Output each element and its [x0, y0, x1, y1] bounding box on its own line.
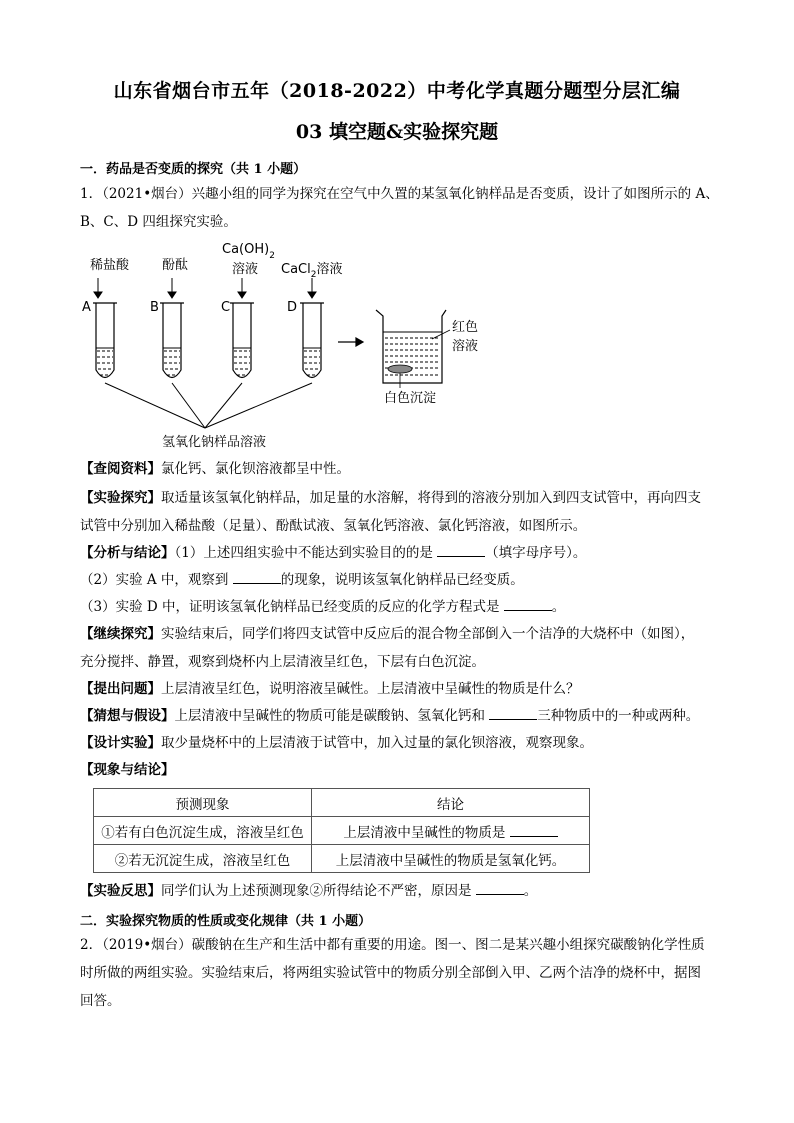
section-heading-1: 一．药品是否变质的探究（共 1 小题） [80, 162, 307, 177]
analysis-line-2: （2）实验 A 中，观察到 的现象，说明该氢氧化钠样品已经变质。 [80, 572, 524, 588]
question-line: 【提出问题】上层清液呈红色，说明溶液呈碱性。上层清液中呈碱性的物质是什么？ [80, 681, 580, 697]
table-header-cell: 预测现象 [94, 789, 312, 817]
info-line: 【查阅资料】氯化钙、氯化钡溶液都呈中性。 [80, 461, 350, 477]
table-cell: 上层清液中呈碱性的物质是 [312, 817, 590, 845]
tube-label-b: B [150, 300, 159, 315]
precipitate-label: 白色沉淀 [384, 391, 437, 406]
sample-label: 氢氧化钠样品溶液 [162, 435, 267, 450]
reagent-label-a: 稀盐酸 [90, 258, 130, 273]
answer-blank-5[interactable] [510, 824, 558, 837]
arrow-down-icons [94, 278, 316, 298]
question-1-intro [80, 180, 720, 236]
answer-blank-1[interactable] [437, 544, 485, 557]
reagent-label-b: 酚酞 [162, 258, 189, 273]
answer-blank-6[interactable] [476, 882, 524, 895]
analysis-line-1: 【分析与结论】（1）上述四组实验中不能达到实验目的的是 （填字母序号）。 [80, 545, 587, 561]
table-cell: ②若无沉淀生成，溶液呈红色 [94, 845, 312, 873]
table-row [94, 845, 590, 873]
question-1-line-a: 1．（2021•烟台）兴趣小组的同学为探究在空气中久置的某氢氧化钠样品是否变质，设计了如图所示的 A、 [80, 186, 719, 202]
table-cell: 上层清液中呈碱性的物质是氢氧化钙。 [312, 845, 590, 873]
reagent-label-c-solution: 溶液 [232, 262, 259, 277]
phenomenon-line: 【现象与结论】 [80, 762, 175, 778]
continue-line: 【继续探究】实验结束后，同学们将四支试管中反应后的混合物全部倒入一个洁净的大烧杯中（如图）， 充分搅拌、静置，观察到烧杯内上层清液呈红色，下层有白色沉淀。 [80, 626, 695, 670]
design-line: 【设计实验】取少量烧杯中的上层清液于试管中，加入过量的氯化钡溶液，观察现象。 [80, 735, 593, 751]
tube-liquid [97, 351, 320, 375]
sample-connector-lines [105, 383, 312, 428]
arrow-right-icon [338, 338, 363, 346]
analysis-line-3: （3）实验 D 中，证明该氢氧化钠样品已经变质的反应的化学方程式是 。 [80, 599, 566, 615]
answer-blank-3[interactable] [504, 598, 552, 611]
tube-label-a: A [82, 300, 91, 315]
results-table [93, 788, 590, 873]
question-2-text: 2．（2019•烟台）碳酸钠在生产和生活中都有重要的用途。图一、图二是某兴趣小组探究碳酸钠化学性质 时所做的两组实验。实验结束后，将两组实验试管中的物质分别全部倒入甲、乙两个洁净的烧杯中，据图 回答。 [80, 937, 705, 1009]
experiment-line: 【实验探究】取适量该氢氧化钠样品，加足量的水溶解，将得到的溶液分别加入到四支试管中，再向四支 试管中分别加入稀盐酸（足量）、酚酞试液、氢氧化钙溶液、氯化钙溶液，如图所示。 [80, 490, 701, 534]
beaker [376, 310, 446, 383]
tube-label-c: C [221, 300, 231, 315]
question-1-line-b: B、C、D 四组探究实验。 [80, 214, 237, 230]
answer-blank-2[interactable] [233, 571, 281, 584]
beaker-label-solution: 溶液 [452, 339, 479, 354]
experiment-diagram [80, 238, 500, 458]
table-header-cell: 结论 [312, 789, 590, 817]
section-heading-2: 二．实验探究物质的性质或变化规律（共 1 小题） [80, 914, 372, 929]
reagent-label-c: $Ca(OH)_2$ [222, 242, 275, 261]
table-cell: ①若有白色沉淀生成，溶液呈红色 [94, 817, 312, 845]
answer-blank-4[interactable] [489, 707, 537, 720]
reflection-line: 【实验反思】同学们认为上述预测现象②所得结论不严密，原因是 。 [80, 883, 538, 899]
hypothesis-line: 【猜想与假设】上层清液中呈碱性的物质可能是碳酸钠、氢氧化钙和 三种物质中的一种或两种。 [80, 708, 700, 724]
table-row [94, 817, 590, 845]
tube-label-d: D [287, 300, 298, 315]
document-title: 山东省烟台市五年（2018-2022）中考化学真题分题型分层汇编 [113, 80, 681, 102]
document-subtitle: 03 填空题&实验探究题 [295, 121, 499, 143]
beaker-label-pointer [432, 330, 450, 339]
table-header-row [94, 789, 590, 817]
precipitate-blob [388, 365, 412, 373]
reagent-label-d: CaCl$_2$溶液 [281, 262, 343, 280]
beaker-label-red: 红色 [452, 320, 479, 335]
